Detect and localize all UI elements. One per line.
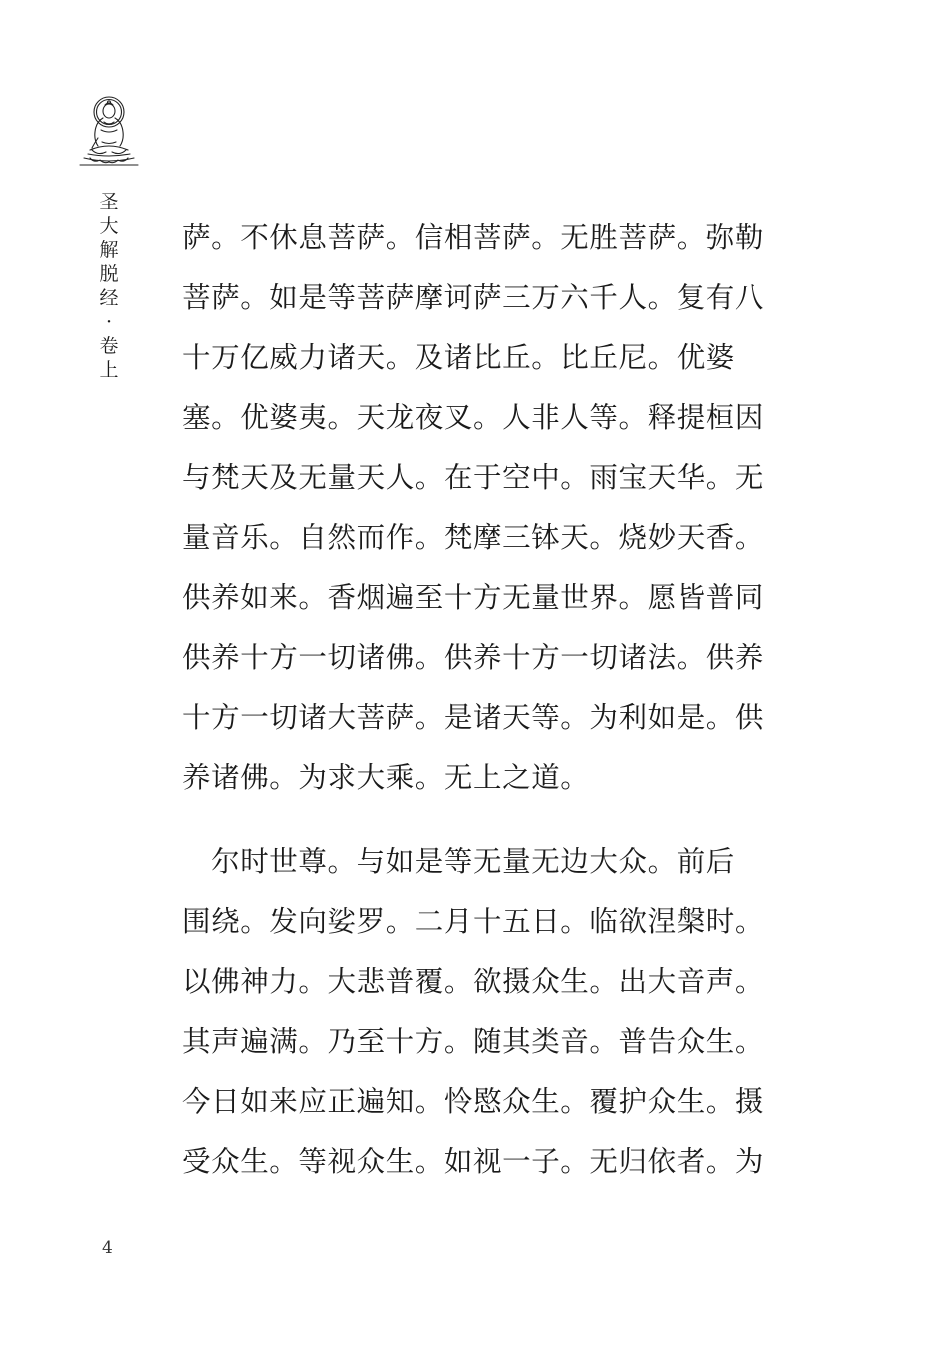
text-line: 尔时世尊。与如是等无量无边大众。前后 (182, 845, 735, 878)
running-title-char: 经 (99, 287, 119, 309)
seated-buddha-icon (76, 92, 142, 168)
paragraph-2 (182, 832, 764, 1192)
text-line: 塞。优婆夷。天龙夜叉。人非人等。释提桓因 (182, 401, 764, 434)
text-line: 受众生。等视众生。如视一子。无归依者。为 (182, 1145, 764, 1178)
text-line: 量音乐。自然而作。梵摩三钵天。烧妙天香。 (182, 521, 764, 554)
running-title-char: 解 (99, 239, 119, 261)
running-title-char: · (105, 311, 113, 333)
text-line: 养诸佛。为求大乘。无上之道。 (182, 761, 590, 794)
text-line: 其声遍满。乃至十方。随其类音。普告众生。 (182, 1025, 764, 1058)
text-line: 萨。不休息菩萨。信相菩萨。无胜菩萨。弥勒 (182, 221, 764, 254)
paragraph-1 (182, 208, 764, 808)
running-title-char: 大 (99, 215, 119, 237)
running-title (97, 190, 121, 382)
running-title-char: 卷 (99, 335, 119, 357)
text-line: 供养十方一切诸佛。供养十方一切诸法。供养 (182, 641, 764, 674)
text-line: 菩萨。如是等菩萨摩诃萨三万六千人。复有八 (182, 281, 764, 314)
body-text (182, 208, 764, 1192)
page-number: 4 (102, 1238, 113, 1258)
running-title-char: 圣 (99, 191, 119, 213)
text-line: 今日如来应正遍知。怜愍众生。覆护众生。摄 (182, 1085, 764, 1118)
text-line: 供养如来。香烟遍至十方无量世界。愿皆普同 (182, 581, 764, 614)
running-title-char: 上 (99, 359, 119, 381)
text-line: 十万亿威力诸天。及诸比丘。比丘尼。优婆 (182, 341, 735, 374)
text-line: 与梵天及无量天人。在于空中。雨宝天华。无 (182, 461, 764, 494)
text-line: 以佛神力。大悲普覆。欲摄众生。出大音声。 (182, 965, 764, 998)
text-line: 十方一切诸大菩萨。是诸天等。为利如是。供 (182, 701, 764, 734)
text-line: 围绕。发向娑罗。二月十五日。临欲涅槃时。 (182, 905, 764, 938)
running-title-char: 脱 (99, 263, 119, 285)
